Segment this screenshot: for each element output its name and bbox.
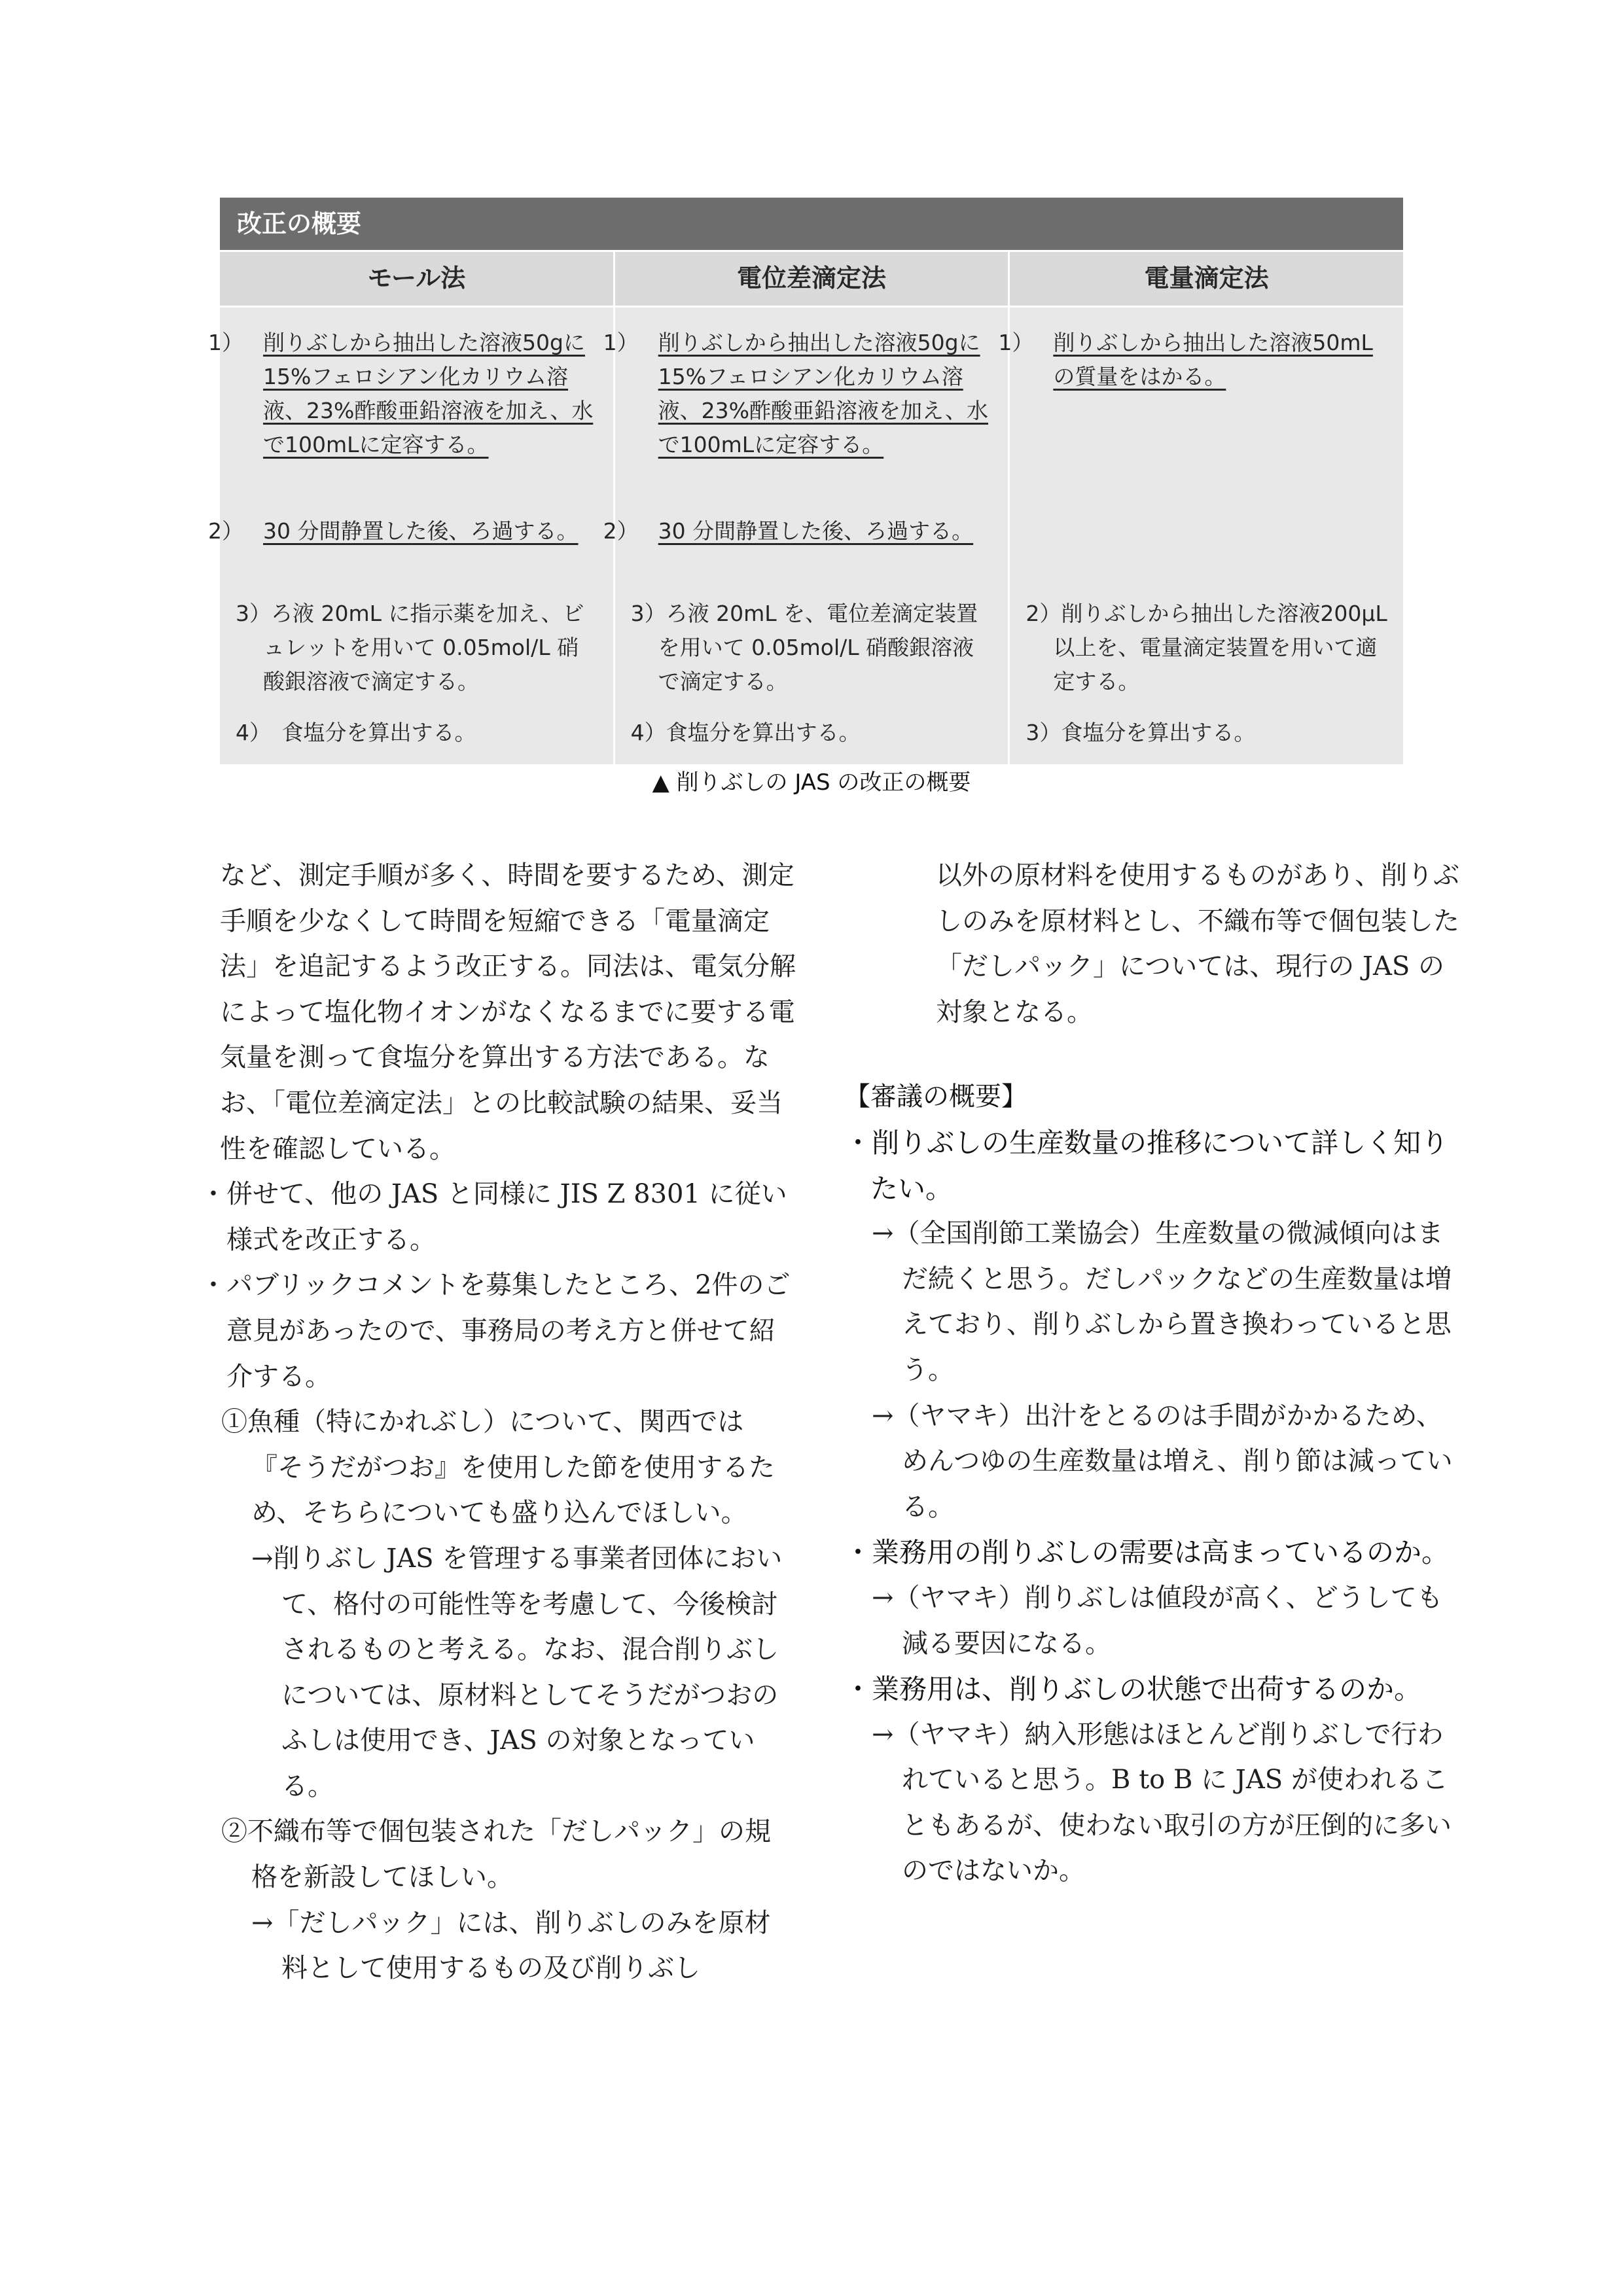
- coulometric-step-2: 2）削りぶしから抽出した溶液200μL 以上を、電量滴定装置を用いて適定する。: [1026, 601, 1387, 694]
- left-column: [200, 853, 796, 1992]
- right-column: [844, 853, 1459, 1894]
- comment-2: ②不織布等で個包装された「だしパック」の規格を新設してほしい。: [221, 1816, 771, 1893]
- question-3: ・業務用は、削りぶしの状態で出荷するのか。: [844, 1673, 1422, 1706]
- column-potentiometric: [603, 308, 1008, 764]
- potentiometric-step-3: 3）ろ液 20mL を、電位差滴定装置を用いて 0.05mol/L 硝酸銀溶液で滴定する。: [630, 601, 978, 694]
- step-text: 削りぶしから抽出した溶液50gに15%フェロシアン化カリウム溶液、23%酢酸亜鉛溶液を加え、水で100mLに定容する。: [658, 330, 988, 457]
- column-mohr: [208, 308, 613, 764]
- response-2: →「だしパック」には、削りぶしのみを原材料として使用するもの及び削りぶし: [251, 1907, 771, 1984]
- step-number: 1）: [998, 330, 1034, 355]
- question-2: ・業務用の削りぶしの需要は高まっているのか。: [844, 1536, 1450, 1569]
- comment-1: ①魚種（特にかれぶし）について、関西では『そうだがつお』を使用した節を使用するため、そちらについても盛り込んでほしい。: [221, 1407, 775, 1528]
- mohr-step-2: [208, 514, 600, 548]
- step-number: 2）: [603, 518, 639, 544]
- answer-1b: →（ヤマキ）出汁をとるのは手間がかかるため、めんつゆの生産数量は増え、削り節は減っている。: [872, 1400, 1453, 1522]
- deliberation-heading: 【審議の概要】: [844, 1082, 1027, 1112]
- amendment-summary-table: [208, 198, 1403, 764]
- potentiometric-step-2: [603, 514, 995, 548]
- step-number: 1）: [603, 330, 639, 355]
- step-text: 30 分間静置した後、ろ過する。: [263, 518, 579, 544]
- question-1: ・削りぶしの生産数量の推移について詳しく知りたい。: [844, 1126, 1449, 1205]
- response-2-continued: 以外の原材料を使用するものがあり、削りぶしのみを原材料とし、不織布等で個包装した「だしパック」については、現行の JAS の対象となる。: [936, 860, 1459, 1027]
- mohr-step-4: 4） 食塩分を算出する。: [236, 720, 476, 745]
- potentiometric-step-4: 4）食塩分を算出する。: [630, 720, 861, 745]
- answer-2: →（ヤマキ）削りぶしは値段が高く、どうしても減る要因になる。: [872, 1582, 1443, 1659]
- header-mohr-method: モール法: [367, 264, 466, 292]
- answer-1a: →（全国削節工業協会）生産数量の微減傾向はまだ続くと思う。だしパックなどの生産数量は増えており、削りぶしから置き換わっていると思う。: [872, 1218, 1452, 1385]
- coulometric-step-1: [998, 326, 1390, 394]
- paragraph-method: など、測定手順が多く、時間を要するため、測定手順を少なくして時間を短縮できる「電量滴定法」を追記するよう改正する。同法は、電気分解によって塩化物イオンがなくなるまでに要する電気量を測って食塩分を算出する方法である。なお、「電位差滴定法」との比較試験の結果、妥当性を確認している。: [220, 860, 796, 1164]
- step-text: 30 分間静置した後、ろ過する。: [658, 518, 974, 544]
- step-number: 1）: [208, 330, 243, 355]
- table-header-row: [220, 250, 1403, 306]
- step-text: 削りぶしから抽出した溶液50gに15%フェロシアン化カリウム溶液、23%酢酸亜鉛溶液を加え、水で100mLに定容する。: [263, 330, 594, 457]
- table-title: 改正の概要: [220, 198, 1403, 250]
- column-coulometric: [998, 308, 1403, 764]
- mohr-step-1: [208, 326, 600, 462]
- mohr-step-3: 3）ろ液 20mL に指示薬を加え、ビュレットを用いて 0.05mol/L 硝酸銀溶液で滴定する。: [236, 601, 584, 694]
- response-1: →削りぶし JAS を管理する事業者団体において、格付の可能性等を考慮して、今後検討されるものと考える。なお、混合削りぶしについては、原材料としてそうだがつおのふしは使用でき、JAS の対象となっている。: [251, 1543, 783, 1801]
- paragraph-format: ・併せて、他の JAS と同様に JIS Z 8301 に従い様式を改正する。: [200, 1179, 787, 1255]
- step-text: 削りぶしから抽出した溶液50mLの質量をはかる。: [1053, 330, 1373, 389]
- coulometric-step-3: 3）食塩分を算出する。: [1026, 720, 1256, 745]
- table-caption: ▲ 削りぶしの JAS の改正の概要: [652, 769, 971, 796]
- step-number: 2）: [208, 518, 243, 544]
- table-body-row: [208, 306, 1403, 764]
- header-potentiometric-method: 電位差滴定法: [613, 252, 1008, 306]
- potentiometric-step-1: [603, 326, 995, 462]
- paragraph-public-comment: ・パブリックコメントを募集したところ、2件のご意見があったので、事務局の考え方と併せて紹介する。: [200, 1270, 791, 1392]
- answer-3: →（ヤマキ）納入形態はほとんど削りぶしで行われていると思う。B to B に JAS が使われることもあるが、使わない取引の方が圧倒的に多いのではないか。: [872, 1719, 1452, 1886]
- header-coulometric-method: 電量滴定法: [1008, 252, 1403, 306]
